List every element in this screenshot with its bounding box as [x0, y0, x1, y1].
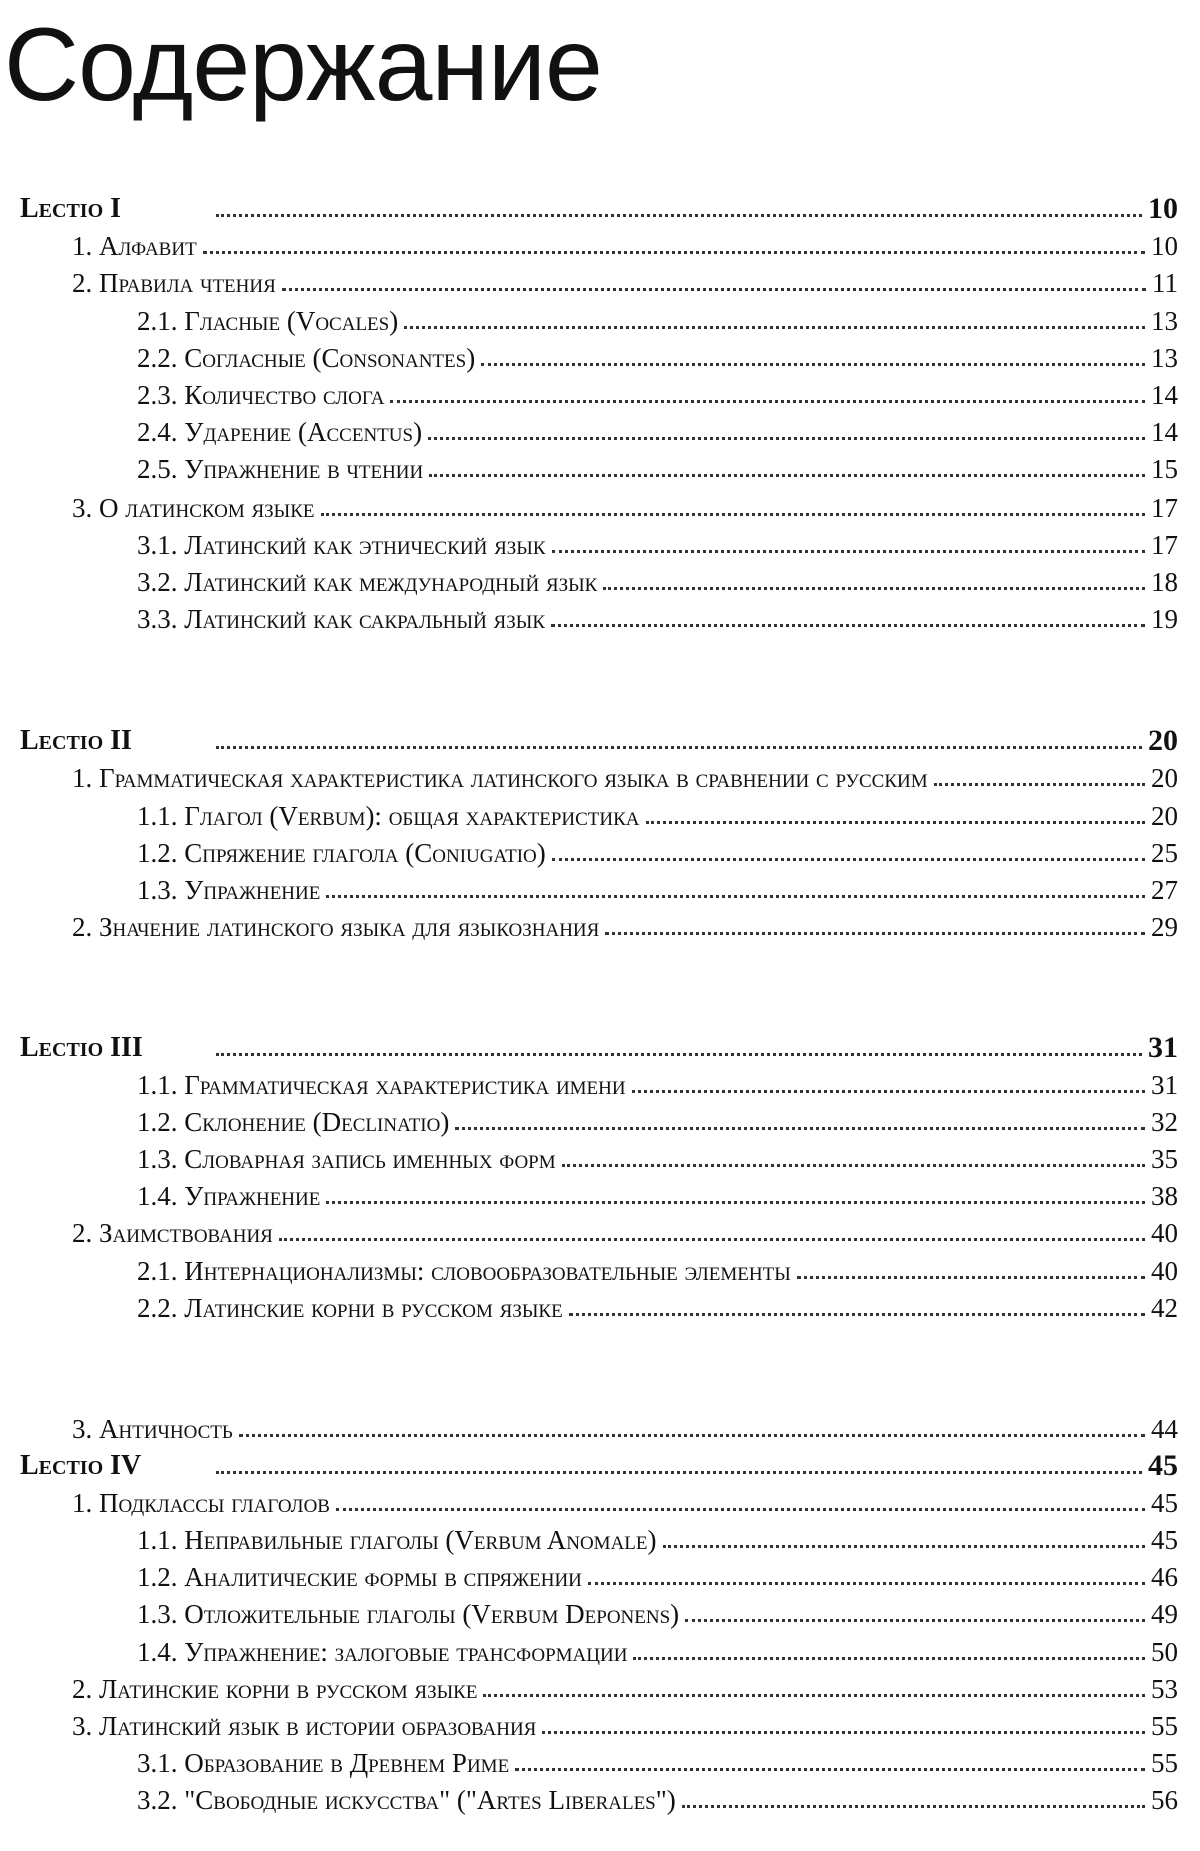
dot-leader	[455, 1127, 1145, 1130]
dot-leader	[682, 1805, 1145, 1808]
toc-page-number: 38	[1151, 1181, 1178, 1211]
toc-entry[interactable]	[137, 1064, 1178, 1100]
toc-entry-title: 2. Значение латинского языка для языкознания	[72, 912, 600, 942]
toc-entry-title: 3. О латинском языке	[72, 493, 315, 523]
dot-leader	[605, 932, 1145, 935]
toc-entry[interactable]	[137, 411, 1178, 447]
toc-lesson-entry[interactable]	[20, 720, 1178, 756]
toc-entry-title: 3. Латинский язык в истории образования	[72, 1711, 537, 1741]
toc-entry-title: 3.1. Образование в Древнем Риме	[137, 1748, 510, 1778]
dot-leader	[239, 1434, 1145, 1437]
toc-entry[interactable]	[72, 906, 1178, 942]
toc-page-number: 19	[1151, 604, 1178, 634]
toc-entry[interactable]	[137, 524, 1178, 560]
toc-page-number: 55	[1151, 1748, 1178, 1778]
toc-page-number: 49	[1151, 1599, 1178, 1629]
toc-page-number: 31	[1151, 1070, 1178, 1100]
toc-entry-title: 3. Античность	[72, 1414, 233, 1444]
dot-leader	[632, 1090, 1145, 1093]
toc-page-number: 42	[1151, 1293, 1178, 1323]
toc-lesson-entry[interactable]	[20, 188, 1178, 224]
dot-leader	[934, 783, 1145, 786]
dot-leader	[279, 1238, 1145, 1241]
toc-entry-title: 3.2. "Свободные искусства" ("Artes Liberales")	[137, 1785, 676, 1815]
toc-entry[interactable]	[137, 869, 1178, 905]
toc-entry-title: 1.1. Глагол (Verbum): общая характеристика	[137, 801, 640, 831]
dot-leader	[481, 363, 1145, 366]
toc-entry[interactable]	[137, 1101, 1178, 1137]
toc-entry[interactable]	[72, 1668, 1178, 1704]
dot-leader	[552, 550, 1145, 553]
dot-leader	[216, 1471, 1142, 1474]
toc-entry-title: 2.5. Упражнение в чтении	[137, 454, 424, 484]
toc-entry-title: 2.1. Гласные (Vocales)	[137, 306, 399, 336]
toc-page-number: 20	[1148, 724, 1178, 757]
toc-entry-title: Lectio II	[20, 725, 132, 756]
dot-leader	[216, 214, 1142, 217]
toc-entry[interactable]	[137, 1742, 1178, 1778]
toc-entry[interactable]	[72, 1705, 1178, 1741]
toc-entry-title: 2. Заимствования	[72, 1218, 273, 1248]
toc-page-number: 13	[1151, 306, 1178, 336]
toc-entry-title: Lectio I	[20, 193, 122, 224]
toc-entry-title: 2.1. Интернационализмы: словообразовательные элементы	[137, 1256, 791, 1286]
dot-leader	[562, 1164, 1145, 1167]
toc-page-number: 46	[1151, 1562, 1178, 1592]
toc-entry[interactable]	[72, 487, 1178, 523]
toc-entry-title: 1. Грамматическая характеристика латинского языка в сравнении с русским	[72, 763, 928, 793]
dot-leader	[321, 513, 1145, 516]
toc-entry-title: 1.2. Склонение (Declinatio)	[137, 1107, 450, 1137]
toc-page-number: 11	[1152, 268, 1178, 298]
toc-page-number: 31	[1148, 1031, 1178, 1064]
toc-page-number: 40	[1151, 1218, 1178, 1248]
toc-page-number: 20	[1151, 763, 1178, 793]
toc-page-number: 53	[1151, 1674, 1178, 1704]
dot-leader	[282, 288, 1146, 291]
toc-page-number: 13	[1151, 343, 1178, 373]
toc-entry[interactable]	[137, 1779, 1178, 1815]
dot-leader	[216, 1053, 1142, 1056]
toc-lesson-entry[interactable]	[20, 1445, 1178, 1481]
toc-entry[interactable]	[137, 337, 1178, 373]
toc-entry-title: 2.4. Ударение (Accentus)	[137, 417, 423, 447]
dot-leader	[483, 1694, 1145, 1697]
toc-page-number: 10	[1148, 192, 1178, 225]
toc-entry[interactable]	[72, 1212, 1178, 1248]
dot-leader	[569, 1313, 1145, 1316]
toc-page-number: 56	[1151, 1785, 1178, 1815]
toc-entry-title: 1.1. Неправильные глаголы (Verbum Anomale)	[137, 1525, 657, 1555]
toc-entry-title: 2. Правила чтения	[72, 268, 276, 298]
dot-leader	[551, 624, 1145, 627]
toc-page-number: 45	[1151, 1488, 1178, 1518]
toc-entry[interactable]	[137, 1593, 1178, 1629]
toc-entry[interactable]	[72, 262, 1178, 298]
toc-page-number: 50	[1151, 1637, 1178, 1667]
toc-entry[interactable]	[137, 1287, 1178, 1323]
toc-entry-title: 1.2. Аналитические формы в спряжении	[137, 1562, 582, 1592]
toc-page-number: 45	[1151, 1525, 1178, 1555]
toc-page-number: 25	[1151, 838, 1178, 868]
dot-leader	[797, 1276, 1145, 1279]
toc-entry[interactable]	[137, 300, 1178, 336]
toc-entry[interactable]	[137, 561, 1178, 597]
dot-leader	[326, 1201, 1145, 1204]
toc-entry-title: 3.1. Латинский как этнический язык	[137, 530, 546, 560]
toc-entry-title: 3.2. Латинский как международный язык	[137, 567, 598, 597]
toc-entry[interactable]	[137, 1556, 1178, 1592]
toc-page-number: 14	[1151, 380, 1178, 410]
toc-lesson-entry[interactable]	[20, 1027, 1178, 1063]
toc-entry[interactable]	[72, 225, 1178, 261]
toc-entry[interactable]	[137, 1175, 1178, 1211]
dot-leader	[685, 1619, 1145, 1622]
toc-entry[interactable]	[137, 598, 1178, 634]
toc-entry[interactable]	[137, 795, 1178, 831]
toc-page-number: 32	[1151, 1107, 1178, 1137]
toc-entry-title: 2.2. Согласные (Consonantes)	[137, 343, 476, 373]
toc-entry-title: 2.2. Латинские корни в русском языке	[137, 1293, 563, 1323]
dot-leader	[646, 821, 1146, 824]
toc-entry[interactable]	[137, 374, 1178, 410]
dot-leader	[633, 1657, 1145, 1660]
toc-entry[interactable]	[137, 448, 1178, 484]
toc-page-number: 17	[1151, 530, 1178, 560]
dot-leader	[326, 895, 1145, 898]
toc-entry[interactable]	[137, 832, 1178, 868]
toc-entry-title: Lectio IV	[20, 1450, 142, 1481]
toc-entry-title: 1.3. Упражнение	[137, 875, 321, 905]
toc-entry[interactable]	[72, 1408, 1178, 1444]
toc-page-number: 15	[1151, 454, 1178, 484]
toc-entry[interactable]	[137, 1631, 1178, 1667]
toc-page-number: 17	[1151, 493, 1178, 523]
toc-entry-title: 1.2. Спряжение глагола (Coniugatio)	[137, 838, 546, 868]
toc-entry[interactable]	[137, 1519, 1178, 1555]
toc-entry[interactable]	[137, 1138, 1178, 1174]
dot-leader	[404, 326, 1145, 329]
toc-entry-title: 2.3. Количество слога	[137, 380, 385, 410]
dot-leader	[588, 1582, 1145, 1585]
dot-leader	[336, 1508, 1145, 1511]
toc-page-number: 10	[1151, 231, 1178, 261]
toc-entry[interactable]	[137, 1250, 1178, 1286]
dot-leader	[603, 587, 1145, 590]
toc-entry-title: 1.3. Словарная запись именных форм	[137, 1144, 556, 1174]
dot-leader	[515, 1768, 1145, 1771]
toc-page-number: 35	[1151, 1144, 1178, 1174]
toc-page-number: 14	[1151, 417, 1178, 447]
toc-entry-title: 1. Алфавит	[72, 231, 197, 261]
toc-page-number: 44	[1151, 1414, 1178, 1444]
toc-entry-title: 1.4. Упражнение	[137, 1181, 321, 1211]
toc-page-number: 29	[1151, 912, 1178, 942]
toc-page-number: 27	[1151, 875, 1178, 905]
dot-leader	[429, 474, 1145, 477]
dot-leader	[216, 746, 1142, 749]
dot-leader	[203, 251, 1145, 254]
toc-page-number: 45	[1148, 1449, 1178, 1482]
toc-page-number: 20	[1151, 801, 1178, 831]
toc-page-number: 18	[1151, 567, 1178, 597]
toc-entry-title: 1.3. Отложительные глаголы (Verbum Deponens)	[137, 1599, 680, 1629]
toc-entry-title: 1.4. Упражнение: залоговые трансформации	[137, 1637, 628, 1667]
toc-page-number: 40	[1151, 1256, 1178, 1286]
toc-entry-title: 3.3. Латинский как сакральный язык	[137, 604, 545, 634]
toc-entry-title: 1.1. Грамматическая характеристика имени	[137, 1070, 626, 1100]
page-title: Содержание	[4, 7, 602, 123]
dot-leader	[542, 1731, 1145, 1734]
toc-entry[interactable]	[72, 1482, 1178, 1518]
toc-entry[interactable]	[72, 757, 1178, 793]
dot-leader	[552, 858, 1145, 861]
dot-leader	[663, 1545, 1145, 1548]
dot-leader	[390, 400, 1145, 403]
toc-entry-title: Lectio III	[20, 1032, 143, 1063]
toc-page-number: 55	[1151, 1711, 1178, 1741]
dot-leader	[428, 437, 1145, 440]
toc-entry-title: 1. Подклассы глаголов	[72, 1488, 330, 1518]
toc-entry-title: 2. Латинские корни в русском языке	[72, 1674, 478, 1704]
